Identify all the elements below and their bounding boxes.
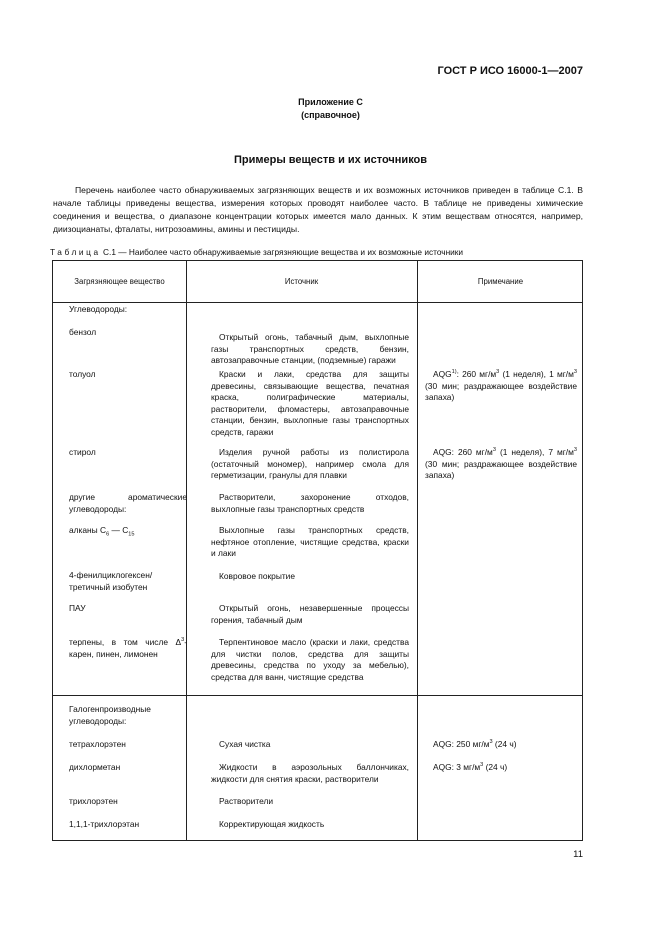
source-pah: Открытый огонь, незавершенные процессы горения, табачный дым xyxy=(211,603,409,625)
section-title: Примеры веществ и их источников xyxy=(233,154,428,166)
substance-dichloromethane: дихлорметан xyxy=(69,762,121,772)
substance-toluene: толуол xyxy=(69,369,96,379)
source-trichloroethene: Растворители xyxy=(219,796,274,806)
column-header-substance: Загрязняющее вещество xyxy=(74,277,165,286)
note-toluene: AQG$^{1)}$: 260 $мг/м^3$ (1 неделя), 1 $мг/м^3$ (30 мин; раздражающее воздействие запаха) xyxy=(425,369,577,403)
note-styrene: AQG: 260 $мг/м^3$ (1 неделя), 7 $мг/м^3$ (30 мин; раздражающее воздействие запаха) xyxy=(425,447,577,481)
group-title-hydrocarbons: Углеводороды: xyxy=(69,304,128,314)
substance-pah: ПАУ xyxy=(69,603,86,613)
note-tetrachloroethene: AQG: 250 $мг/м^3$ (24 ч) xyxy=(433,739,517,749)
intro-paragraph: Перечень наиболее часто обнаруживаемых загрязняющих веществ и их возможных источников приведен в таблице С.1. В начале таблицы приведены вещества, измерения которых проводят наиболее часто. В таблице не приведены химические соединения и вещества, о диапазоне концентрации которых имеется мало данных. К этим веществам относятся, например, диизоцианаты, фталаты, нитрозоамины, амины и пестициды. xyxy=(53,185,583,234)
source-dichloromethane: Жидкости в аэрозольных баллончиках, жидкости для снятия краски, растворители xyxy=(211,762,409,784)
substance-benzene: бензол xyxy=(69,327,97,337)
substance-trichloroethene: трихлорэтен xyxy=(69,796,118,806)
substance-terpenes: терпены, в том числе $\Delta^3$-карен, пинен, лимонен xyxy=(69,637,187,659)
table-caption xyxy=(50,247,463,257)
group-title-halogenated: Галогенпроизводные углеводороды: xyxy=(69,704,151,726)
column-header-note: Примечание xyxy=(477,277,524,286)
source-phenylcyclohexene: Ковровое покрытие xyxy=(219,571,296,581)
column-header-source: Источник xyxy=(284,277,319,286)
source-other-aromatics: Растворители, захоронение отходов, выхлопные газы транспортных средств xyxy=(211,492,409,514)
source-styrene: Изделия ручной работы из полистирола (остаточный мономер), например смола для герметизации, гранулы для плавки xyxy=(211,447,409,481)
source-alkanes: Выхлопные газы транспортных средств, нефтяное отопление, чистящие средства, краски и лаки xyxy=(211,525,409,559)
source-tetrachloroethene: Сухая чистка xyxy=(219,739,271,749)
table-caption-label: Таблица xyxy=(50,247,101,257)
source-terpenes: Терпентиновое масло (краски и лаки, средства для чистки полов, средства для защиты древесины, средства по уходу за мебелью), средства для ванн, чистящие средства xyxy=(211,637,409,682)
table-caption-text: С.1 — Наиболее часто обнаруживаемые загрязняющие вещества и их возможные источники xyxy=(103,247,464,257)
page-number: 11 xyxy=(573,849,583,860)
substance-alkanes: алканы $С_6$ — $С_{15}$ xyxy=(69,525,135,538)
substance-tetrachloroethene: тетрахлорэтен xyxy=(69,739,126,749)
substance-other-aromatics: другие ароматические углеводороды: xyxy=(69,492,187,514)
appendix-label: Приложение С xyxy=(298,97,363,107)
substances-table xyxy=(52,260,583,841)
substance-phenylcyclohexene: 4-фенилциклогексен/ третичный изобутен xyxy=(69,570,153,592)
source-trichloroethane: Корректирующая жидкость xyxy=(219,819,325,829)
note-dichloromethane: AQG: 3 $мг/м^3$ (24 ч) xyxy=(433,762,508,772)
source-benzene: Открытый огонь, табачный дым, выхлопные газы транспортных средств, бензин, автозаправочные станции, (подземные) гаражи xyxy=(211,332,409,366)
document-code: ГОСТ Р ИСО 16000-1—2007 xyxy=(437,65,583,77)
substance-styrene: стирол xyxy=(69,447,96,457)
substance-trichloroethane: 1,1,1-трихлорэтан xyxy=(69,819,140,829)
source-toluene: Краски и лаки, средства для защиты древесины, связывающие вещества, печатная краска, полиграфические материалы, растворители, фломастеры, автозаправочные станции, бензин, выхлопные газы транспортных средств, гаражи xyxy=(211,369,409,437)
appendix-type: (справочное) xyxy=(301,110,360,120)
